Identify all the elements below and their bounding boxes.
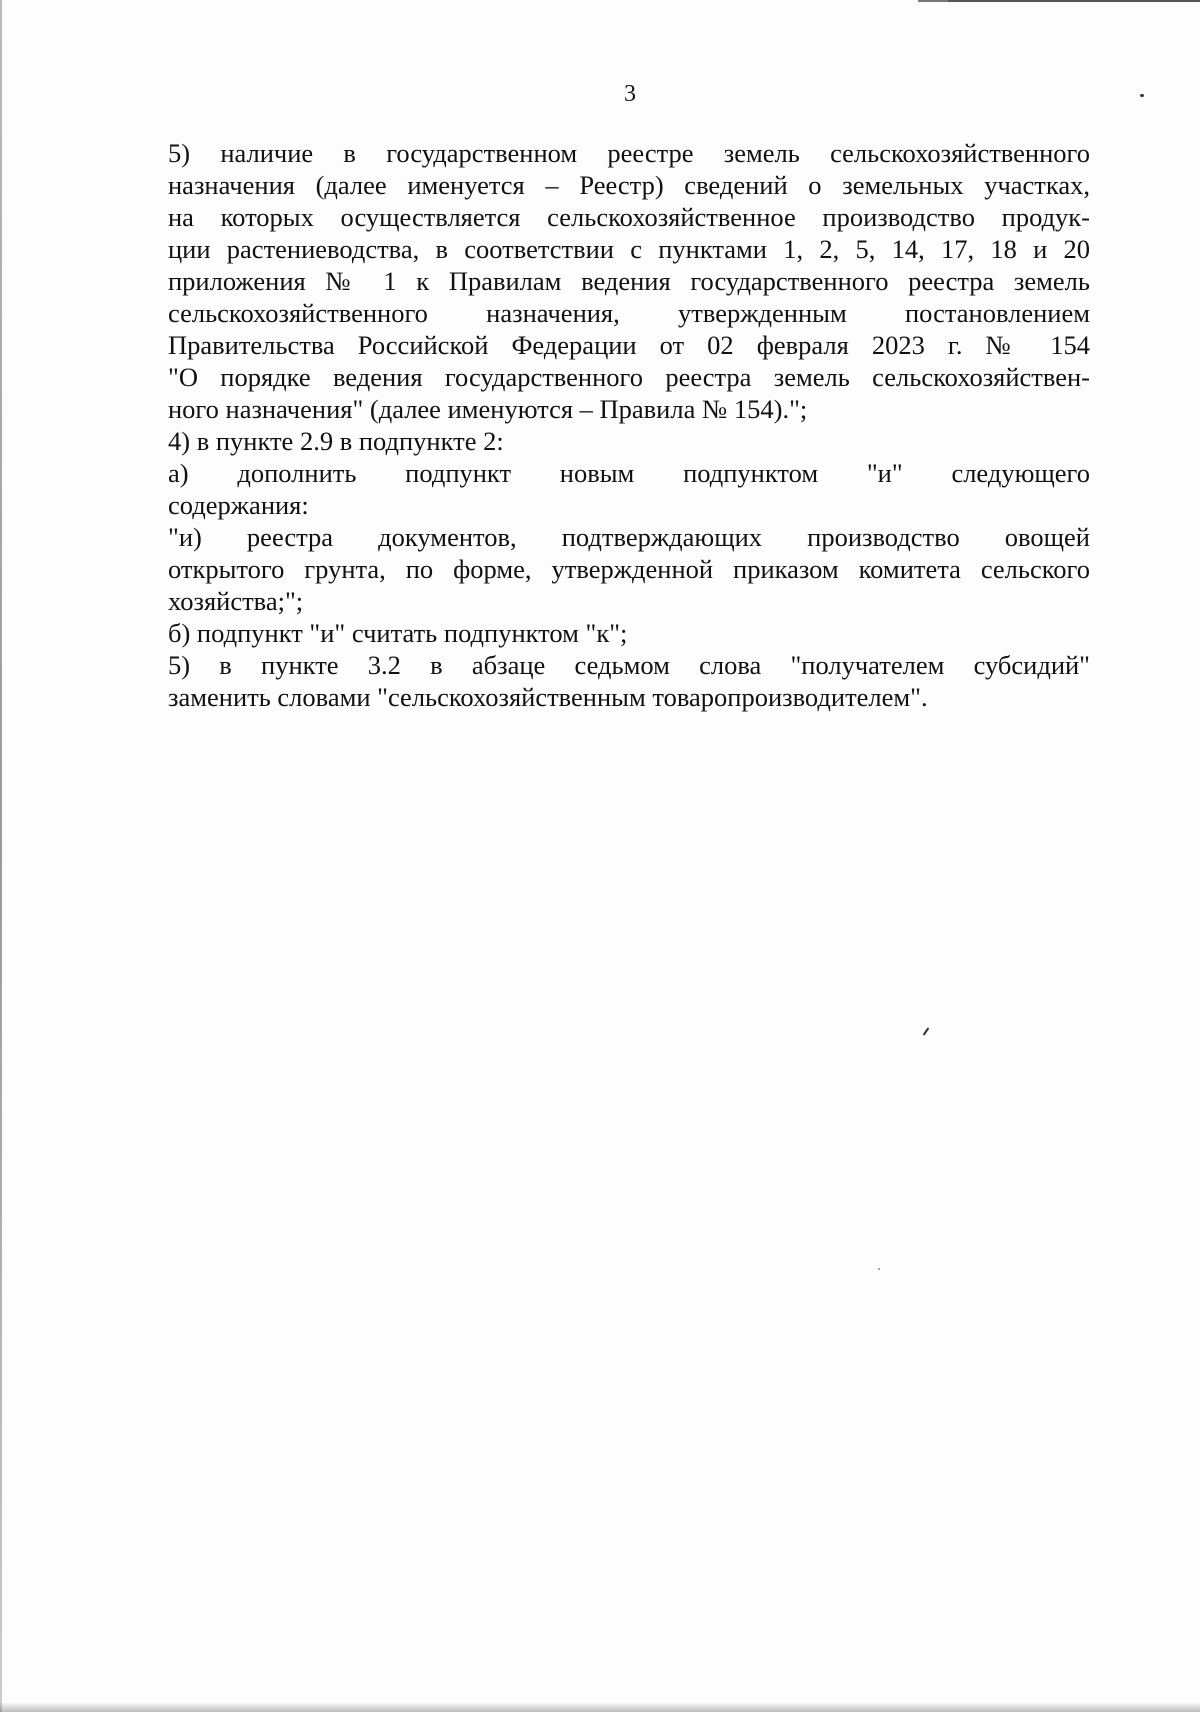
item-4-heading: 4) в пункте 2.9 в подпункте 2: bbox=[168, 426, 504, 456]
document-body bbox=[168, 137, 1090, 713]
paragraph-5-line-3: на которых осуществляется сельскохозяйственное производство продук- bbox=[168, 202, 1090, 232]
quoted-item-i-line-2: открытого грунта, по форме, утвержденной приказом комитета сельского bbox=[168, 554, 1090, 584]
subitem-b: б) подпункт "и" считать подпунктом "к"; bbox=[168, 618, 628, 648]
paragraph-5-line-5: приложения № 1 к Правилам ведения государственного реестра земель bbox=[168, 266, 1090, 296]
quoted-item-i-line-3: хозяйства;"; bbox=[168, 586, 304, 616]
paragraph-5-line-9: ного назначения" (далее именуются – Правила № 154)."; bbox=[168, 394, 808, 424]
paragraph-5-line-8: "О порядке ведения государственного реестра земель сельскохозяйствен- bbox=[168, 362, 1090, 392]
paragraph-5-line-6: сельскохозяйственного назначения, утвержденным постановлением bbox=[168, 298, 1090, 328]
paragraph-5-line-7: Правительства Российской Федерации от 02 февраля 2023 г. № 154 bbox=[168, 330, 1090, 360]
scan-artifact-edge bbox=[0, 1702, 1200, 1712]
paragraph-5-line-4: ции растениеводства, в соответствии с пунктами 1, 2, 5, 14, 17, 18 и 20 bbox=[168, 234, 1090, 264]
scan-artifact-edge bbox=[0, 0, 2, 1712]
paragraph-5-line-1: 5) наличие в государственном реестре земель сельскохозяйственного bbox=[168, 138, 1090, 168]
subitem-a-line-2: содержания: bbox=[168, 490, 309, 520]
scan-artifact-speck bbox=[923, 1027, 930, 1036]
item-5-line-1: 5) в пункте 3.2 в абзаце седьмом слова "получателем субсидий" bbox=[168, 650, 1090, 680]
quoted-item-i-line-1: "и) реестра документов, подтверждающих производство овощей bbox=[168, 522, 1090, 552]
item-5-line-2: заменить словами "сельскохозяйственным товаропроизводителем". bbox=[168, 682, 928, 712]
page-number: 3 bbox=[624, 81, 636, 107]
subitem-a-line-1: а) дополнить подпункт новым подпунктом "и" следующего bbox=[168, 458, 1090, 488]
scan-artifact-speck bbox=[878, 1268, 880, 1270]
paragraph-5-line-2: назначения (далее именуется – Реестр) сведений о земельных участках, bbox=[168, 170, 1090, 200]
scan-artifact-line bbox=[918, 0, 948, 2]
scan-artifact-line bbox=[920, 0, 1200, 2]
